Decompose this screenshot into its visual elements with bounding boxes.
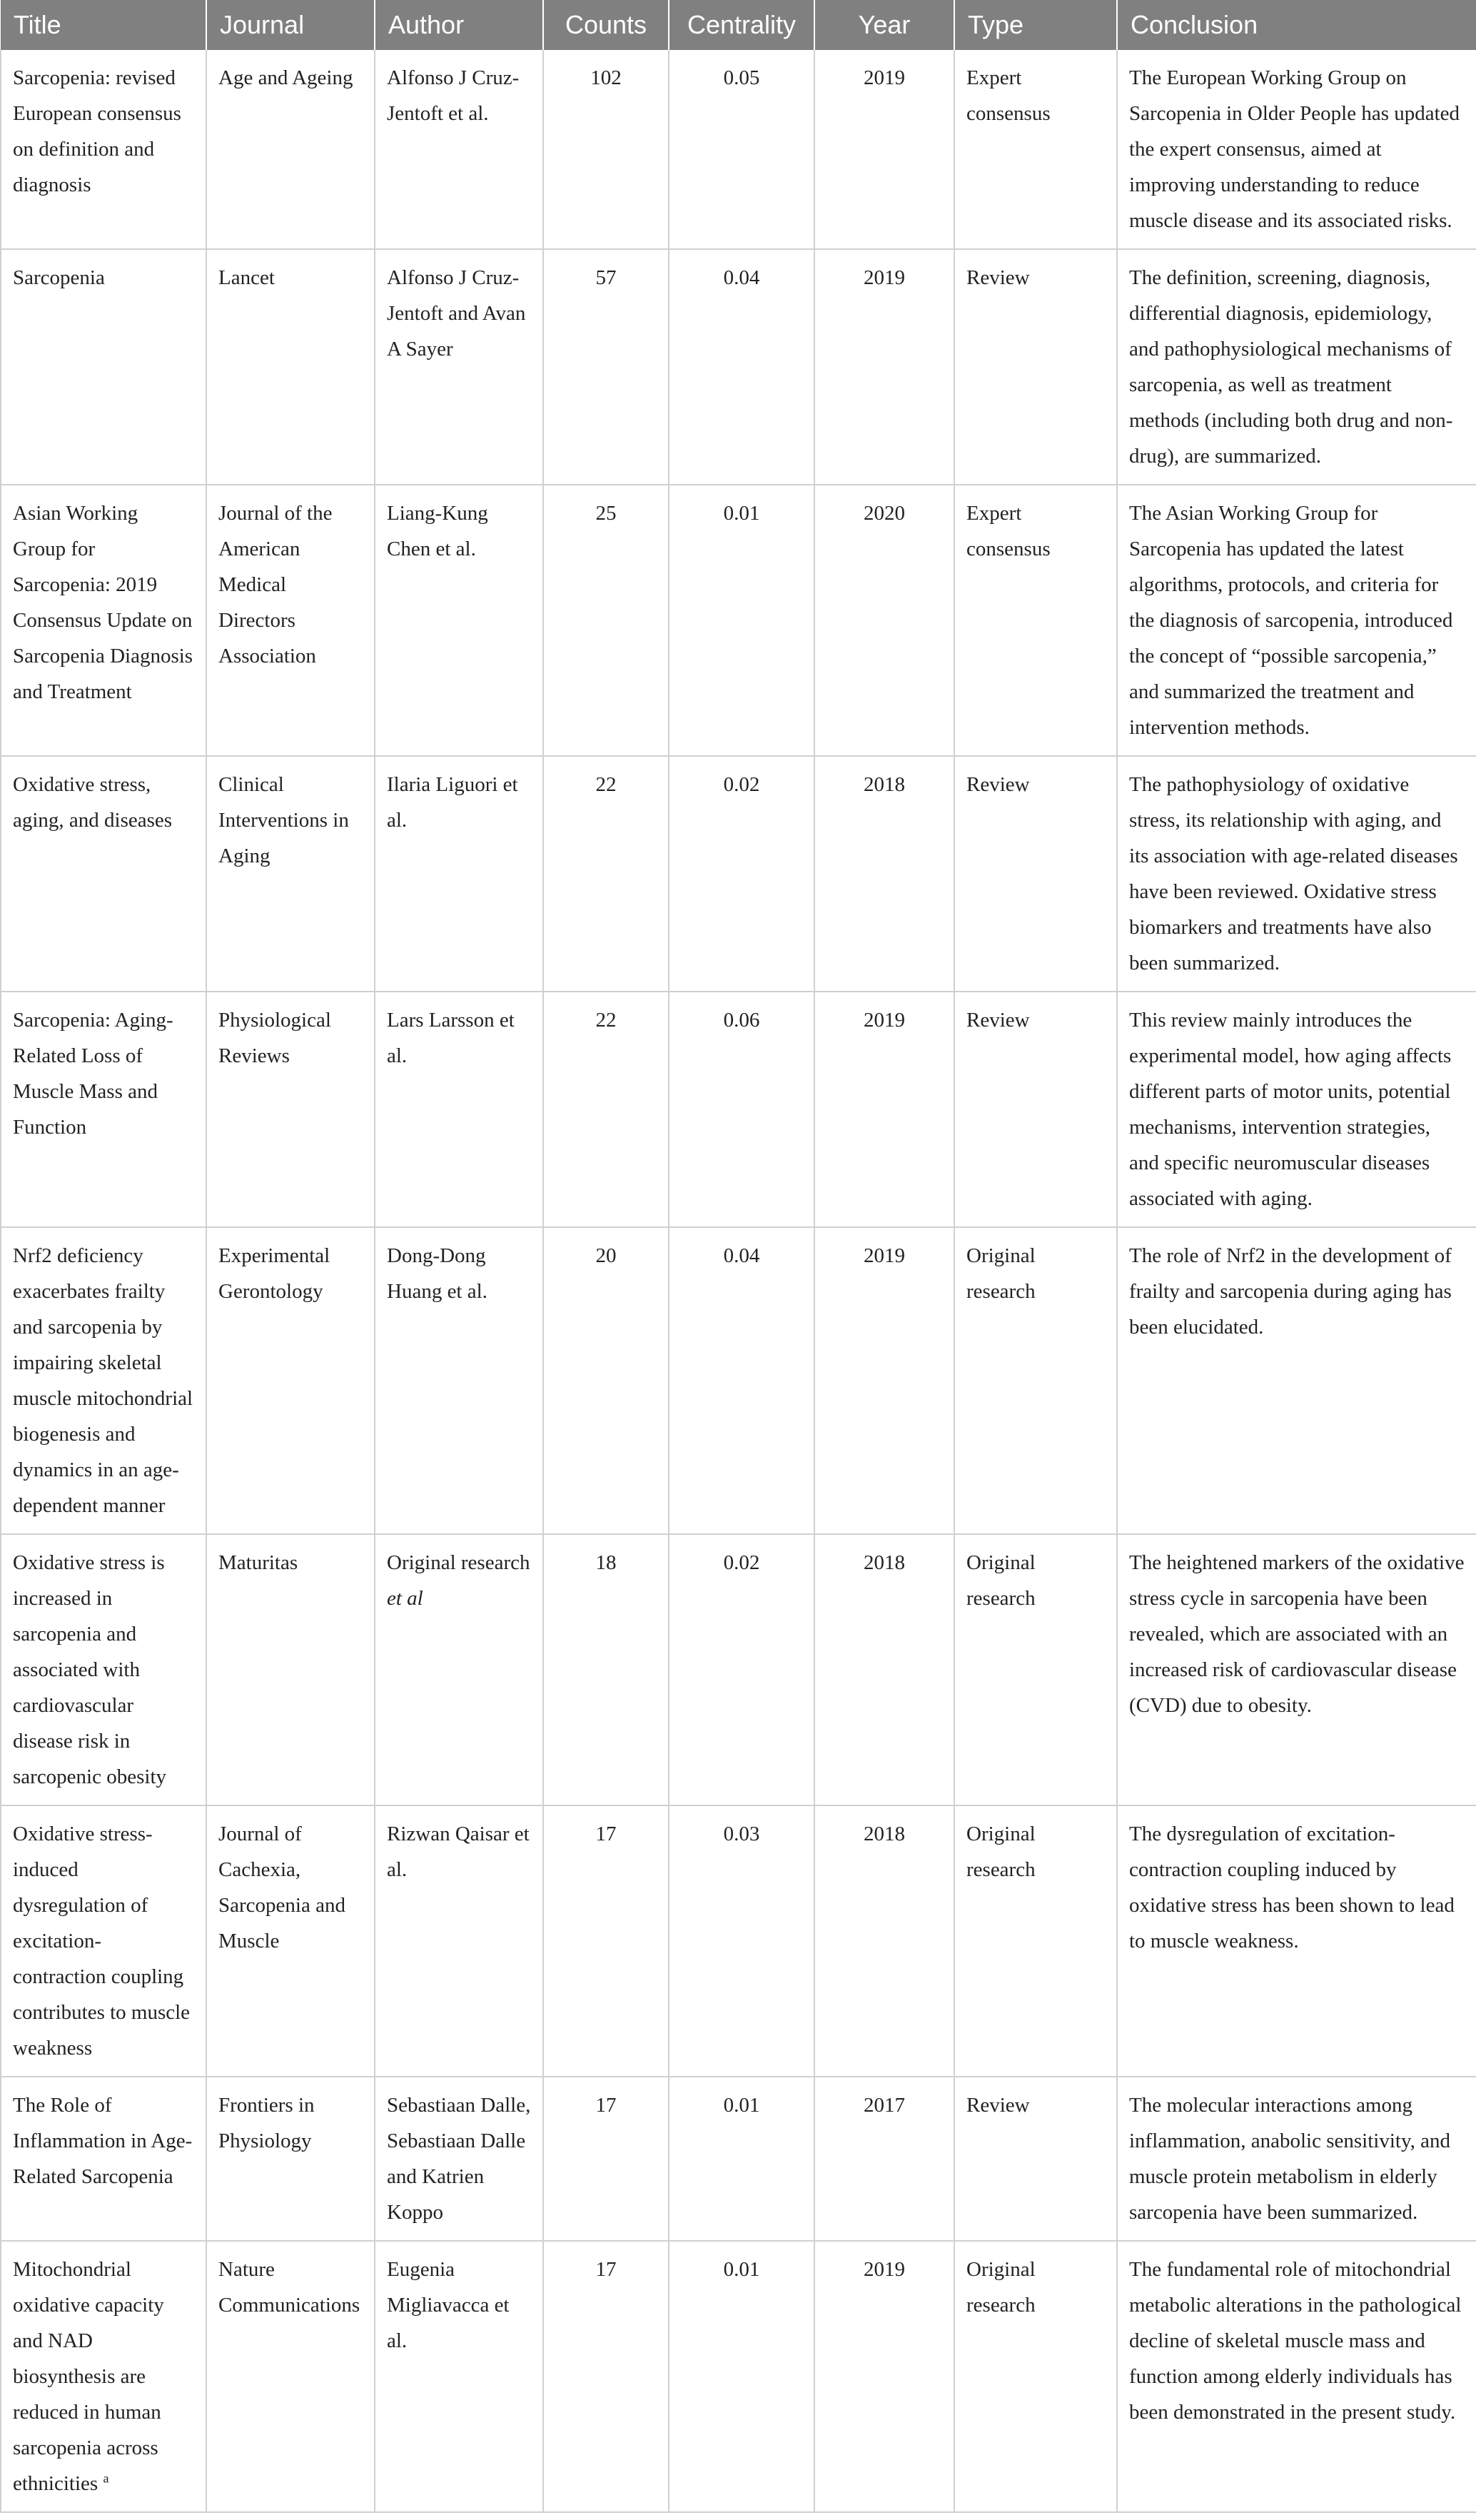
cell-type: Expert consensus bbox=[954, 485, 1117, 756]
cell-journal: Age and Ageing bbox=[206, 50, 375, 249]
cell-counts: 20 bbox=[543, 1227, 669, 1534]
cell-type: Review bbox=[954, 756, 1117, 992]
cell-conclusion: The Asian Working Group for Sarcopenia has updated the latest algorithms, protocols, and criteria for the diagnosis of sarcopenia, introduced the concept of “possible sarcopenia,” and summarized the treatment and intervention methods. bbox=[1117, 485, 1476, 756]
cell-type: Review bbox=[954, 249, 1117, 485]
cell-year: 2018 bbox=[814, 756, 954, 992]
cell-counts: 18 bbox=[543, 1534, 669, 1805]
cell-counts: 17 bbox=[543, 2077, 669, 2241]
cell-conclusion: The pathophysiology of oxidative stress, its relationship with aging, and its association with age-related diseases have been reviewed. Oxidative stress biomarkers and treatments have also been summarized. bbox=[1117, 756, 1476, 992]
cell-author-text: Original research bbox=[387, 1551, 530, 1574]
cell-centrality: 0.03 bbox=[669, 1805, 814, 2077]
cell-centrality: 0.04 bbox=[669, 1227, 814, 1534]
header-centrality: Centrality bbox=[669, 0, 814, 50]
cell-title: Oxidative stress, aging, and diseases bbox=[1, 756, 206, 992]
table-row bbox=[1, 249, 1476, 485]
cell-title: The Role of Inflammation in Age-Related Sarcopenia bbox=[1, 2077, 206, 2241]
footnote-mark: a bbox=[103, 2471, 109, 2486]
cell-author: Dong-Dong Huang et al. bbox=[375, 1227, 543, 1534]
header-year: Year bbox=[814, 0, 954, 50]
cell-type: Original research bbox=[954, 1534, 1117, 1805]
cell-centrality: 0.01 bbox=[669, 2077, 814, 2241]
cell-centrality: 0.02 bbox=[669, 756, 814, 992]
cell-author: Sebastiaan Dalle, Sebastiaan Dalle and Katrien Koppo bbox=[375, 2077, 543, 2241]
cell-journal: Frontiers in Physiology bbox=[206, 2077, 375, 2241]
header-title: Title bbox=[1, 0, 206, 50]
header-conclusion: Conclusion bbox=[1117, 0, 1476, 50]
cell-counts: 22 bbox=[543, 756, 669, 992]
cell-counts: 25 bbox=[543, 485, 669, 756]
cell-conclusion: The molecular interactions among inflammation, anabolic sensitivity, and muscle protein metabolism in elderly sarcopenia have been summarized. bbox=[1117, 2077, 1476, 2241]
cell-type: Expert consensus bbox=[954, 50, 1117, 249]
cell-title bbox=[1, 2241, 206, 2512]
cell-conclusion: The role of Nrf2 in the development of frailty and sarcopenia during aging has been elucidated. bbox=[1117, 1227, 1476, 1534]
table-row bbox=[1, 2241, 1476, 2512]
cell-author: Ilaria Liguori et al. bbox=[375, 756, 543, 992]
cell-centrality: 0.04 bbox=[669, 249, 814, 485]
cell-journal: Lancet bbox=[206, 249, 375, 485]
cell-year: 2018 bbox=[814, 1805, 954, 2077]
cell-journal: Nature Communications bbox=[206, 2241, 375, 2512]
cell-author: Eugenia Migliavacca et al. bbox=[375, 2241, 543, 2512]
cell-title: Oxidative stress-induced dysregulation of excitation-contraction coupling contributes to muscle weakness bbox=[1, 1805, 206, 2077]
header-journal: Journal bbox=[206, 0, 375, 50]
cell-centrality: 0.05 bbox=[669, 50, 814, 249]
cell-author: Alfonso J Cruz-Jentoft and Avan A Sayer bbox=[375, 249, 543, 485]
cell-journal: Experimental Gerontology bbox=[206, 1227, 375, 1534]
cell-title: Sarcopenia: revised European consensus on definition and diagnosis bbox=[1, 50, 206, 249]
cell-centrality: 0.01 bbox=[669, 485, 814, 756]
cell-title-text: Mitochondrial oxidative capacity and NAD biosynthesis are reduced in human sarcopenia across ethnicities bbox=[13, 2258, 164, 2495]
cell-title: Sarcopenia bbox=[1, 249, 206, 485]
cell-year: 2019 bbox=[814, 992, 954, 1227]
table-row bbox=[1, 756, 1476, 992]
cell-centrality: 0.01 bbox=[669, 2241, 814, 2512]
cell-year: 2018 bbox=[814, 1534, 954, 1805]
cell-conclusion: The definition, screening, diagnosis, differential diagnosis, epidemiology, and pathophysiological mechanisms of sarcopenia, as well as treatment methods (including both drug and non-drug), are summarized. bbox=[1117, 249, 1476, 485]
cell-year: 2019 bbox=[814, 1227, 954, 1534]
table-row bbox=[1, 50, 1476, 249]
cell-author-suffix: et al bbox=[387, 1587, 423, 1610]
cell-centrality: 0.02 bbox=[669, 1534, 814, 1805]
cell-year: 2019 bbox=[814, 50, 954, 249]
cell-journal: Clinical Interventions in Aging bbox=[206, 756, 375, 992]
header-type: Type bbox=[954, 0, 1117, 50]
table-row bbox=[1, 2077, 1476, 2241]
cell-type: Original research bbox=[954, 2241, 1117, 2512]
cell-counts: 57 bbox=[543, 249, 669, 485]
cell-conclusion: The fundamental role of mitochondrial metabolic alterations in the pathological decline of skeletal muscle mass and function among elderly individuals has been demonstrated in the present study. bbox=[1117, 2241, 1476, 2512]
table-row bbox=[1, 1805, 1476, 2077]
cell-author: Lars Larsson et al. bbox=[375, 992, 543, 1227]
cell-type: Review bbox=[954, 992, 1117, 1227]
cell-title: Oxidative stress is increased in sarcopenia and associated with cardiovascular disease risk in sarcopenic obesity bbox=[1, 1534, 206, 1805]
header-author: Author bbox=[375, 0, 543, 50]
cell-author bbox=[375, 1534, 543, 1805]
cell-type: Original research bbox=[954, 1805, 1117, 2077]
cell-title: Nrf2 deficiency exacerbates frailty and sarcopenia by impairing skeletal muscle mitochondrial biogenesis and dynamics in an age-dependent manner bbox=[1, 1227, 206, 1534]
cell-type: Original research bbox=[954, 1227, 1117, 1534]
header-counts: Counts bbox=[543, 0, 669, 50]
cell-counts: 22 bbox=[543, 992, 669, 1227]
cell-year: 2019 bbox=[814, 249, 954, 485]
cell-author: Alfonso J Cruz-Jentoft et al. bbox=[375, 50, 543, 249]
cell-title: Asian Working Group for Sarcopenia: 2019 Consensus Update on Sarcopenia Diagnosis and Treatment bbox=[1, 485, 206, 756]
cell-conclusion: The dysregulation of excitation-contraction coupling induced by oxidative stress has been shown to lead to muscle weakness. bbox=[1117, 1805, 1476, 2077]
cell-year: 2020 bbox=[814, 485, 954, 756]
cell-journal: Journal of Cachexia, Sarcopenia and Muscle bbox=[206, 1805, 375, 2077]
cell-conclusion: This review mainly introduces the experimental model, how aging affects different parts of motor units, potential mechanisms, intervention strategies, and specific neuromuscular diseases associated with aging. bbox=[1117, 992, 1476, 1227]
cell-conclusion: The heightened markers of the oxidative stress cycle in sarcopenia have been revealed, which are associated with an increased risk of cardiovascular disease (CVD) due to obesity. bbox=[1117, 1534, 1476, 1805]
cell-author: Rizwan Qaisar et al. bbox=[375, 1805, 543, 2077]
cell-journal: Maturitas bbox=[206, 1534, 375, 1805]
table-row bbox=[1, 485, 1476, 756]
cell-counts: 17 bbox=[543, 2241, 669, 2512]
cell-year: 2019 bbox=[814, 2241, 954, 2512]
cell-conclusion: The European Working Group on Sarcopenia in Older People has updated the expert consensus, aimed at improving understanding to reduce muscle disease and its associated risks. bbox=[1117, 50, 1476, 249]
cell-title: Sarcopenia: Aging-Related Loss of Muscle Mass and Function bbox=[1, 992, 206, 1227]
cell-year: 2017 bbox=[814, 2077, 954, 2241]
cell-journal: Physiological Reviews bbox=[206, 992, 375, 1227]
cell-type: Review bbox=[954, 2077, 1117, 2241]
table-row bbox=[1, 1534, 1476, 1805]
cell-author: Liang-Kung Chen et al. bbox=[375, 485, 543, 756]
cell-journal: Journal of the American Medical Directors Association bbox=[206, 485, 375, 756]
cell-centrality: 0.06 bbox=[669, 992, 814, 1227]
table-row bbox=[1, 1227, 1476, 1534]
cell-counts: 17 bbox=[543, 1805, 669, 2077]
cell-counts: 102 bbox=[543, 50, 669, 249]
header-row bbox=[1, 0, 1476, 50]
table-row bbox=[1, 992, 1476, 1227]
